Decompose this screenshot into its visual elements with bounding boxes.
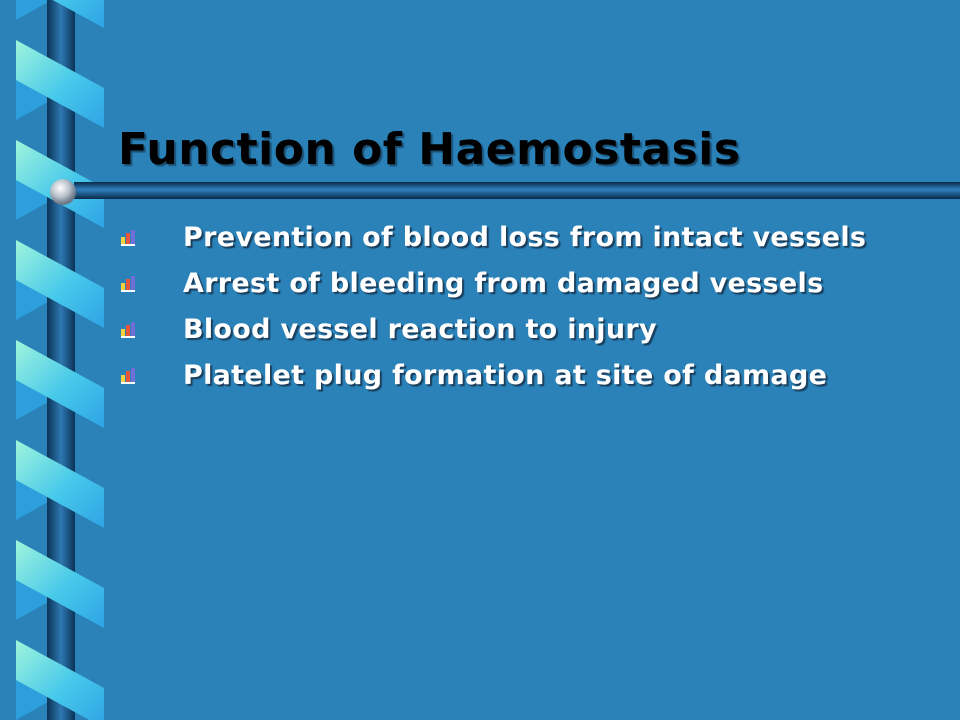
title-underline-bar (68, 180, 960, 202)
bullet-text: Blood vessel reaction to injury (183, 314, 657, 345)
title-bar-knob (46, 178, 80, 206)
bullet-bars-icon (120, 321, 136, 339)
bullet-bars-icon (120, 367, 136, 385)
bullet-bars-icon (120, 229, 136, 247)
bullet-text: Prevention of blood loss from intact vessels (183, 222, 867, 253)
bullet-text: Arrest of bleeding from damaged vessels (183, 268, 824, 299)
ribbon-pole-decoration (0, 0, 110, 720)
bullet-text: Platelet plug formation at site of damage (183, 360, 828, 391)
slide-title: Function of Haemostasis (118, 124, 741, 175)
bullet-bars-icon (120, 275, 136, 293)
ribbon-back-segment (16, 0, 48, 20)
